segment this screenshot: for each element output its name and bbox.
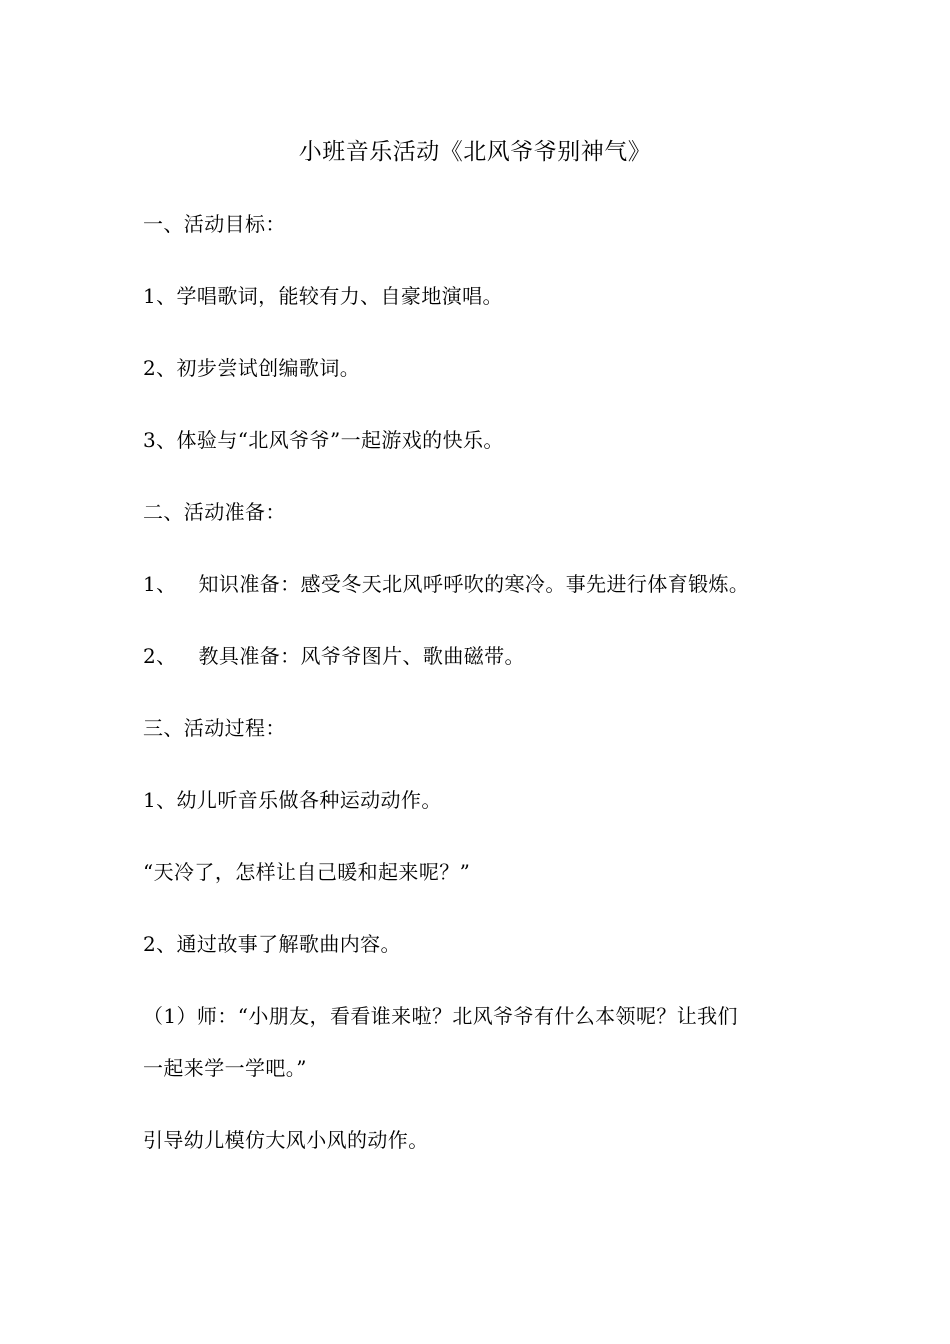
prep-item-1-text: 知识准备：感受冬天北风呼呼吹的寒冷。事先进行体育锻炼。	[198, 572, 750, 596]
process-step-1: 1、幼儿听音乐做各种运动动作。	[143, 788, 442, 812]
section-heading-preparation: 二、活动准备：	[143, 500, 286, 524]
section-heading-process: 三、活动过程：	[143, 716, 286, 740]
process-step-1-quote: “天冷了，怎样让自己暖和起来呢？”	[143, 860, 471, 884]
goal-item-3: 3、体验与“北风爷爷”一起游戏的快乐。	[143, 428, 504, 452]
goal-item-2: 2、初步尝试创编歌词。	[143, 356, 361, 380]
prep-item-2	[143, 642, 823, 670]
prep-item-2-number: 2、	[143, 644, 177, 668]
goal-item-1: 1、学唱歌词，能较有力、自豪地演唱。	[143, 284, 503, 308]
document-title: 小班音乐活动《北风爷爷别神气》	[298, 139, 652, 165]
process-step-2-sub1-line1: （1）师：“小朋友，看看谁来啦？北风爷爷有什么本领呢？让我们	[143, 1004, 738, 1028]
process-step-2-guide: 引导幼儿模仿大风小风的动作。	[143, 1128, 429, 1152]
prep-item-1-number: 1、	[143, 572, 177, 596]
process-step-2: 2、通过故事了解歌曲内容。	[143, 932, 401, 956]
prep-item-1	[143, 570, 823, 598]
section-heading-goals: 一、活动目标：	[143, 212, 286, 236]
process-step-2-sub1-line2: 一起来学一学吧。”	[143, 1056, 307, 1080]
prep-item-2-text: 教具准备：风爷爷图片、歌曲磁带。	[198, 644, 525, 668]
